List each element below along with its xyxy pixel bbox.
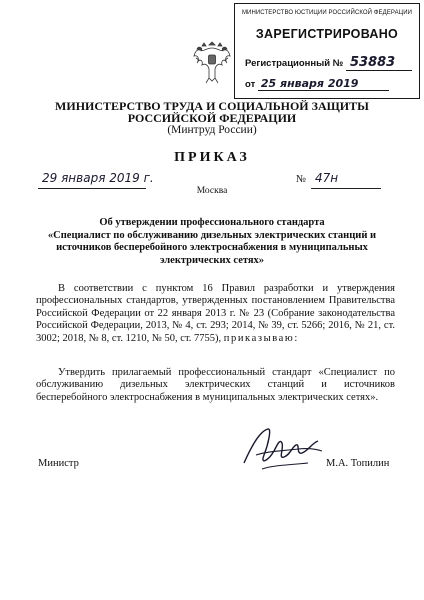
order-title-line1: Об утверждении профессионального стандарта bbox=[99, 217, 325, 228]
ministry-short-name: (Минтруд России) bbox=[167, 124, 257, 136]
signatory-position: Министр bbox=[38, 458, 79, 469]
ministry-name-line2: РОССИЙСКОЙ ФЕДЕРАЦИИ bbox=[127, 111, 297, 125]
order-date: 29 января 2019 г. bbox=[42, 171, 154, 185]
order-title-line2: «Специалист по обслуживанию дизельных электрических станций и bbox=[47, 229, 377, 241]
body-paragraph-1 bbox=[36, 283, 395, 345]
stamp-reg-label: Регистрационный № bbox=[245, 58, 344, 69]
body-paragraph-1-text: В соответствии с пунктом 16 Правил разработки и утверждения профессиональных стандартов, утвержденных постановлением Правительства Российской Федерации от 22 января 2013 г. № 23 (Собрание законодательства Российской Федерации, 2013, № 4, ст. 293; 2014, № 39, ст. 5266; 2016, № 21, ст. 3002; 2018, № 8, ст. 1210, № 50, ст. 7755), bbox=[36, 283, 395, 344]
double-headed-eagle-icon bbox=[192, 38, 232, 86]
body-paragraph-1-order-word: приказываю: bbox=[223, 332, 299, 344]
signatory-name: М.А. Топилин bbox=[326, 458, 390, 469]
registration-stamp bbox=[234, 3, 420, 99]
order-title bbox=[20, 217, 404, 267]
stamp-registered-label: ЗАРЕГИСТРИРОВАНО bbox=[255, 27, 399, 41]
stamp-date-prefix: от bbox=[245, 79, 256, 90]
order-number-sign: № bbox=[296, 174, 307, 185]
order-title-line3: источников бесперебойного электроснабжения в муниципальных bbox=[56, 242, 368, 253]
body-paragraph-2: Утвердить прилагаемый профессиональный стандарт «Специалист по обслуживанию дизельных электрических станций и источников бесперебойного электроснабжения в муниципальных электрических сетях». bbox=[36, 367, 395, 403]
stamp-date-row bbox=[245, 77, 389, 91]
order-heading: ПРИКАЗ bbox=[174, 150, 250, 165]
order-number: 47н bbox=[315, 171, 339, 185]
ministry-name-line1: МИНИСТЕРСТВО ТРУДА И СОЦИАЛЬНОЙ ЗАЩИТЫ bbox=[55, 99, 369, 113]
stamp-reg-number: 53883 bbox=[346, 55, 412, 71]
coat-of-arms-emblem bbox=[192, 38, 232, 86]
stamp-date-value: 25 января 2019 bbox=[258, 77, 389, 91]
handwritten-signature bbox=[238, 425, 324, 477]
stamp-reg-row bbox=[245, 55, 412, 71]
stamp-ministry-line: МИНИСТЕРСТВО ЮСТИЦИИ РОССИЙСКОЙ ФЕДЕРАЦИИ bbox=[241, 10, 413, 16]
signature-scribble-icon bbox=[238, 425, 324, 477]
order-city: Москва bbox=[196, 186, 228, 196]
order-title-line4: электрических сетях» bbox=[159, 254, 265, 266]
